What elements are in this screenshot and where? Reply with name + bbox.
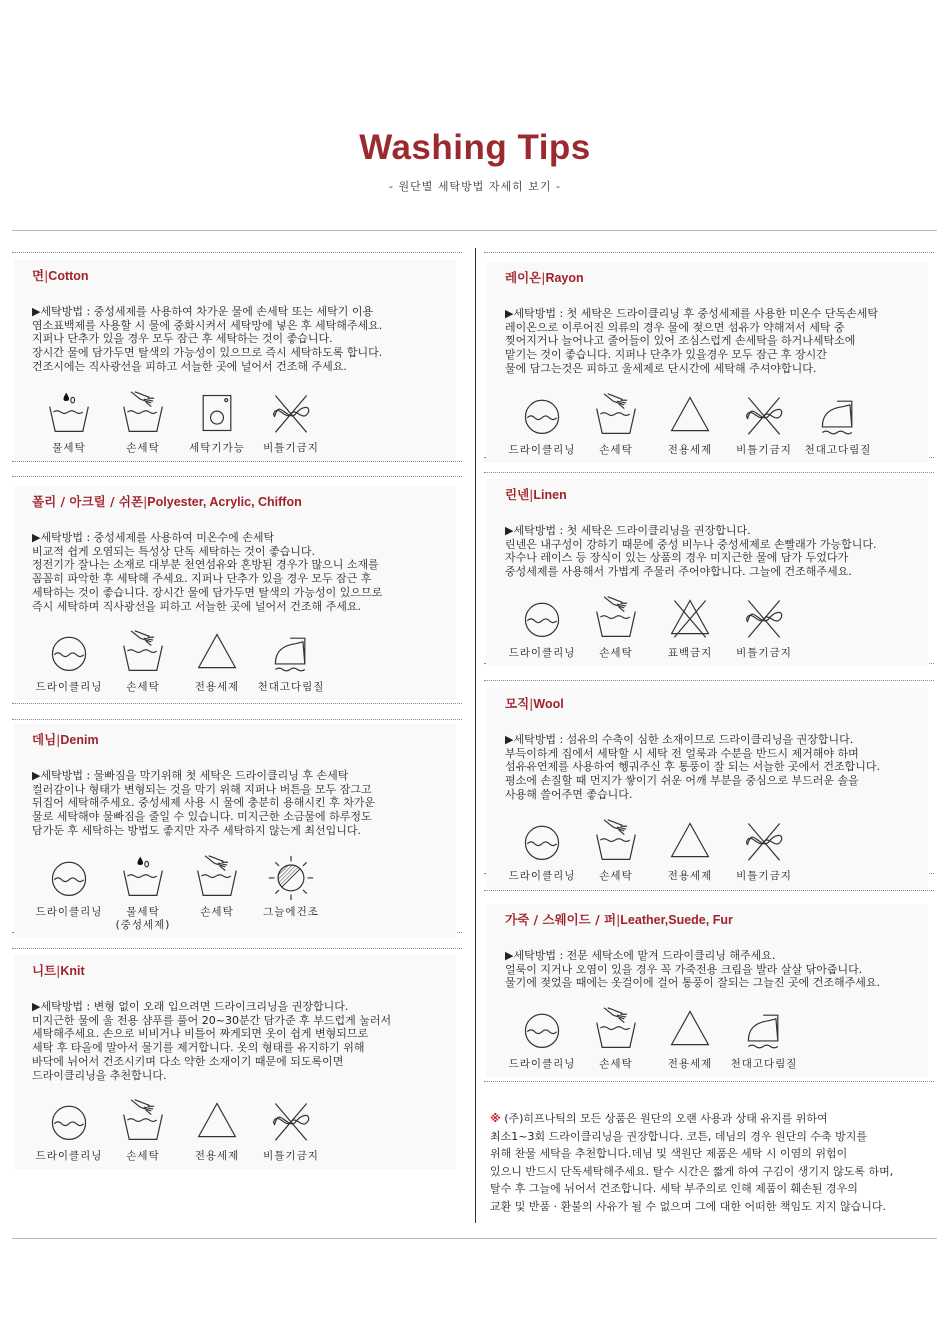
- care-symbol: [32, 854, 106, 932]
- care-symbol-label: 전용세제: [194, 1150, 240, 1163]
- care-symbol-label: 손세탁: [599, 646, 633, 659]
- dotted-divider: [12, 703, 462, 704]
- dry-clean-icon: [519, 595, 565, 641]
- no-wring-icon: [741, 595, 787, 641]
- section-title-en: Linen: [533, 488, 567, 502]
- dotted-divider: [484, 252, 934, 253]
- dotted-divider: [484, 472, 934, 473]
- care-symbol: [579, 818, 653, 883]
- care-symbol-label: 전용세제: [667, 443, 713, 456]
- care-symbol-label: 천대고다림질: [730, 1058, 798, 1071]
- section-title-en: Rayon: [545, 271, 584, 285]
- care-symbols-row: [505, 818, 928, 883]
- section-title-en: Cotton: [48, 269, 89, 283]
- washing-machine-icon: [194, 390, 240, 436]
- section-instructions: ▶세탁방법 : 섬유의 수축이 심한 소재이므로 드라이클리닝을 권장합니다. 부득이하게 집에서 세탁할 시 세탁 전 얼룩과 수분을 반드시 제거해야 하며 섬유유연제를 사용하여 헹궈주신 후 통풍이 잘 되는 서늘한 곳에서 건조합니다. 평소에 손질할 때 먼지가 쌓이기 쉬운 어깨 부분을 중심으로 부드러운 솔을 사용해 쓸어주면 좋습니다.: [505, 733, 880, 801]
- care-symbol-label: 세탁기가능: [189, 441, 245, 454]
- fabric-section-leather: [486, 904, 928, 1077]
- care-symbol-label: 비틀기금지: [736, 869, 792, 882]
- care-symbol-label: 드라이클리닝: [35, 681, 103, 694]
- care-symbol-label: 천대고다림질: [804, 443, 872, 456]
- hand-wash-icon: [120, 390, 166, 436]
- care-symbol: [727, 818, 801, 883]
- dotted-divider: [12, 948, 462, 949]
- notice-text: (주)히프나틱의 모든 상품은 원단의 오랜 사용과 상태 유지를 위하여 최소1~3회 드라이클리닝을 권장합니다. 코튼, 데님의 경우 원단의 수축 방지를 위해 찬물 세탁을 추천합니다.데님 및 색원단 제품은 세탁 시 이염의 위험이 있으니 반드시 단독세탁해주세요. 탈수 시간은 짧게 하여 구김이 생기지 않도록 하며, 탈수 후 그늘에 뉘어서 건조합니다. 세탁 부주의로 인해 제품이 훼손된 경우의 교환 및 반품 · 환불의 사유가 될 수 없으며 그에 대한 어떠한 책임도 지지 않습니다.: [490, 1112, 894, 1213]
- care-symbol: [180, 854, 254, 932]
- care-symbol-label: 손세탁: [126, 681, 160, 694]
- care-symbol: [254, 629, 328, 694]
- section-instructions: ▶세탁방법 : 첫 세탁은 드라이클리닝 후 중성세제를 사용한 미온수 단독손세탁 레이온으로 이루어진 의류의 경우 물에 젖으면 섬유가 약해져서 세탁 중 찢어지거나 늘어나고 줄어들이 있어 조심스럽게 손세탁을 하거나세탁소에 맡기는 것이 좋습니다. 지퍼나 단추가 있을경우 모두 잠근 후 장시간 물에 담그는것은 피하고 울세제로 단시간에 세탁해 주셔야합니다.: [505, 307, 879, 375]
- dotted-divider: [12, 719, 462, 720]
- care-symbols-row: [32, 629, 456, 694]
- care-symbol: [106, 1098, 180, 1163]
- water-wash-icon: [120, 854, 166, 900]
- care-symbol: [727, 392, 801, 457]
- notice-mark: ※: [490, 1112, 501, 1125]
- dotted-divider: [12, 252, 462, 253]
- fabric-section-linen: [486, 479, 928, 666]
- iron-with-cloth-icon: [741, 1006, 787, 1052]
- dry-clean-icon: [46, 629, 92, 675]
- section-title: 면|Cotton: [32, 268, 89, 283]
- dry-clean-icon: [46, 1098, 92, 1144]
- page-subtitle: - 원단별 세탁방법 자세히 보기 -: [389, 180, 561, 193]
- section-title-en: Wool: [533, 697, 564, 711]
- no-wring-icon: [741, 392, 787, 438]
- care-symbol: [106, 629, 180, 694]
- section-instructions: ▶세탁방법 : 중성세제를 사용하여 차가운 물에 손세탁 또는 세탁기 이용 염소표백제를 사용할 시 물에 중화시켜서 세탁망에 넣은 후 세탁해주세요. 지퍼나 단추가 있을 경우 모두 잠근 후 세탁하는 것이 좋습니다. 장시간 물에 담가두면 탈색의 가능성이 있으므로 즉시 세탁하도록 합니다. 건조시에는 직사광선을 피하고 서늘한 곳에 널어서 건조해 주세요.: [32, 305, 383, 373]
- detergent-triangle-icon: [667, 818, 713, 864]
- care-symbol-label: 비틀기금지: [263, 441, 319, 454]
- care-symbol-label: 손세탁: [126, 1150, 160, 1163]
- section-title-ko: 폴리 / 아크릴 / 쉬폰: [32, 494, 144, 509]
- care-symbol-label: 전용세제: [667, 1058, 713, 1071]
- care-symbol-label: 손세탁: [599, 443, 633, 456]
- hand-wash-icon: [120, 1098, 166, 1144]
- care-symbol: [180, 390, 254, 455]
- care-symbol-label: 전용세제: [667, 869, 713, 882]
- hand-wash-icon: [120, 629, 166, 675]
- care-symbol-label: 드라이클리닝: [35, 905, 103, 918]
- section-title: 니트|Knit: [32, 963, 85, 978]
- no-bleach-icon: [667, 595, 713, 641]
- section-instructions: ▶세탁방법 : 중성세제를 사용하여 미온수에 손세탁 비교적 쉽게 오염되는 특성상 단독 세탁하는 것이 좋습니다. 정전기가 잘나는 소재로 대부분 천연섬유와 혼방된 경우가 많으니 소재를 꼼꼼히 파악한 후 세탁해 주세요. 지퍼나 단추가 있을 경우 모두 잠근 후 세탁하는 것이 좋습니다. 장시간 물에 담가두면 탈색의 가능성이 있으므로 즉시 세탁하며 직사광선을 피하고 서늘한 곳에 널어서 건조해 주세요.: [32, 531, 383, 613]
- section-title: 레이온|Rayon: [505, 270, 584, 285]
- care-symbol-label: 물세탁 (중성세제): [115, 905, 171, 931]
- care-symbol: [254, 1098, 328, 1163]
- care-symbols-row: [505, 392, 928, 457]
- care-symbols-row: [32, 854, 456, 932]
- section-title-ko: 면: [32, 268, 45, 283]
- care-symbol: [579, 595, 653, 660]
- care-symbol-label: 드라이클리닝: [508, 443, 576, 456]
- column-divider: [475, 248, 476, 1223]
- section-instructions: ▶세탁방법 : 변형 없이 오래 입으려면 드라이크리닝을 권장합니다. 미지근한 물에 울 전용 샴푸를 풀어 20~30분간 담가준 후 부드럽게 눌러서 세탁해주세요. 손으로 비비거나 비틀어 짜게되면 옷이 쉽게 변형되므로 세탁 후 타올에 말아서 물기를 제거합니다. 옷의 형태를 유지하기 위해 바닥에 뉘어서 건조시키며 다소 약한 소재이기 때문에 되도록이면 드라이클리닝을 추천합니다.: [32, 1000, 392, 1082]
- care-symbols-row: [32, 390, 456, 455]
- fabric-section-rayon: [486, 262, 928, 463]
- care-symbol-label: 손세탁: [599, 869, 633, 882]
- section-title-ko: 니트: [32, 963, 57, 978]
- care-symbol: [505, 1006, 579, 1071]
- care-symbol-label: 드라이클리닝: [35, 1150, 103, 1163]
- care-symbol-label: 손세탁: [599, 1058, 633, 1071]
- care-symbol: [505, 595, 579, 660]
- section-title-ko: 모직: [505, 696, 530, 711]
- fabric-section-denim: [14, 724, 456, 938]
- dotted-divider: [12, 476, 462, 477]
- care-symbol-label: 드라이클리닝: [508, 869, 576, 882]
- bottom-divider: [12, 1238, 937, 1239]
- iron-with-cloth-icon: [815, 392, 861, 438]
- dry-clean-icon: [46, 854, 92, 900]
- shade-dry-icon: [268, 854, 314, 900]
- care-symbol-label: 물세탁: [52, 441, 86, 454]
- fabric-section-polyester: [14, 486, 456, 700]
- care-symbol-label: 드라이클리닝: [508, 1058, 576, 1071]
- care-symbol-label: 천대고다림질: [257, 681, 325, 694]
- care-symbol: [32, 629, 106, 694]
- section-title: 모직|Wool: [505, 696, 564, 711]
- section-title-ko: 린넨: [505, 487, 530, 502]
- care-symbol: [727, 1006, 801, 1071]
- care-symbol: [106, 854, 180, 932]
- care-symbol: [579, 392, 653, 457]
- section-title-ko: 가죽 / 스웨이드 / 퍼: [505, 912, 617, 927]
- section-title: 린넨|Linen: [505, 487, 567, 502]
- section-instructions: ▶세탁방법 : 전문 세탁소에 맡겨 드라이클리닝 해주세요. 얼룩이 지거나 오염이 있을 경우 꼭 가죽전용 크림을 발라 살살 닦아줍니다. 물기에 젖었을 때에는 옷걸이에 걸어 통풍이 잘되는 그늘진 곳에 건조해주세요.: [505, 949, 880, 990]
- care-symbol-label: 비틀기금지: [263, 1150, 319, 1163]
- detergent-triangle-icon: [194, 1098, 240, 1144]
- care-symbol: [653, 1006, 727, 1071]
- care-symbol: [653, 595, 727, 660]
- care-symbol: [727, 595, 801, 660]
- notice: [490, 1110, 935, 1215]
- care-symbols-row: [505, 1006, 928, 1071]
- care-symbols-row: [505, 595, 928, 660]
- hand-wash-icon: [194, 854, 240, 900]
- fabric-section-wool: [486, 688, 928, 889]
- dotted-divider: [12, 461, 462, 462]
- page-title: Washing Tips: [359, 128, 591, 167]
- care-symbol: [32, 1098, 106, 1163]
- dry-clean-icon: [519, 392, 565, 438]
- hand-wash-icon: [593, 1006, 639, 1052]
- care-symbol-label: 전용세제: [194, 681, 240, 694]
- section-title-en: Denim: [60, 733, 99, 747]
- section-instructions: ▶세탁방법 : 첫 세탁은 드라이클리닝을 권장합니다. 린넨은 내구성이 강하기 때문에 중성 비누나 중성세제로 손빨래가 가능합니다. 자수나 레이스 등 장식이 있는 상품의 경우 미지근한 물에 담가 두었다가 중성세제를 사용해서 가볍게 주물러 주어야합니다. 그늘에 건조해주세요.: [505, 524, 877, 579]
- care-symbol: [801, 392, 875, 457]
- top-divider: [12, 230, 937, 231]
- detergent-triangle-icon: [667, 392, 713, 438]
- dry-clean-icon: [519, 1006, 565, 1052]
- care-symbol: [579, 1006, 653, 1071]
- care-symbol-label: 드라이클리닝: [508, 646, 576, 659]
- dotted-divider: [484, 890, 934, 891]
- section-instructions: ▶세탁방법 : 물빠짐을 막기위해 첫 세탁은 드라이클리닝 후 손세탁 컬러감이나 형태가 변형되는 것을 막기 위해 지퍼나 버튼을 모두 잠그고 뒤집어 세탁해주세요. 중성세제 사용 시 물에 충분히 용해시킨 후 차가운 물로 세탁해야 물빠짐을 줄일 수 있습니다. 미지근한 소금물에 하루정도 담가둔 후 세탁하는 방법도 좋지만 자주 세탁하지 않는게 최선입니다.: [32, 769, 376, 837]
- care-symbol: [180, 629, 254, 694]
- hand-wash-icon: [593, 818, 639, 864]
- no-wring-icon: [268, 1098, 314, 1144]
- care-symbol: [32, 390, 106, 455]
- section-title-en: Knit: [60, 964, 85, 978]
- hand-wash-icon: [593, 595, 639, 641]
- iron-with-cloth-icon: [268, 629, 314, 675]
- no-wring-icon: [741, 818, 787, 864]
- care-symbol: [505, 818, 579, 883]
- care-symbol-label: 표백금지: [667, 646, 713, 659]
- care-symbol: [254, 854, 328, 932]
- care-symbol-label: 비틀기금지: [736, 443, 792, 456]
- section-title-en: Polyester, Acrylic, Chiffon: [147, 495, 302, 509]
- dotted-divider: [484, 1081, 934, 1082]
- section-title: 폴리 / 아크릴 / 쉬폰|Polyester, Acrylic, Chiffon: [32, 494, 302, 509]
- care-symbol-label: 손세탁: [200, 905, 234, 918]
- care-symbol: [653, 818, 727, 883]
- dry-clean-icon: [519, 818, 565, 864]
- water-wash-icon: [46, 390, 92, 436]
- hand-wash-icon: [593, 392, 639, 438]
- section-title: 가죽 / 스웨이드 / 퍼|Leather,Suede, Fur: [505, 912, 733, 927]
- fabric-section-knit: [14, 955, 456, 1169]
- section-title-ko: 데님: [32, 732, 57, 747]
- care-symbol-label: 손세탁: [126, 441, 160, 454]
- detergent-triangle-icon: [667, 1006, 713, 1052]
- care-symbols-row: [32, 1098, 456, 1163]
- section-title-ko: 레이온: [505, 270, 542, 285]
- section-title-en: Leather,Suede, Fur: [620, 913, 733, 927]
- section-title: 데님|Denim: [32, 732, 99, 747]
- care-symbol: [180, 1098, 254, 1163]
- fabric-section-cotton: [14, 260, 456, 461]
- detergent-triangle-icon: [194, 629, 240, 675]
- care-symbol: [106, 390, 180, 455]
- care-symbol-label: 비틀기금지: [736, 646, 792, 659]
- care-symbol: [653, 392, 727, 457]
- care-symbol: [254, 390, 328, 455]
- no-wring-icon: [268, 390, 314, 436]
- care-symbol: [505, 392, 579, 457]
- care-symbol-label: 그늘에건조: [263, 905, 319, 918]
- dotted-divider: [484, 680, 934, 681]
